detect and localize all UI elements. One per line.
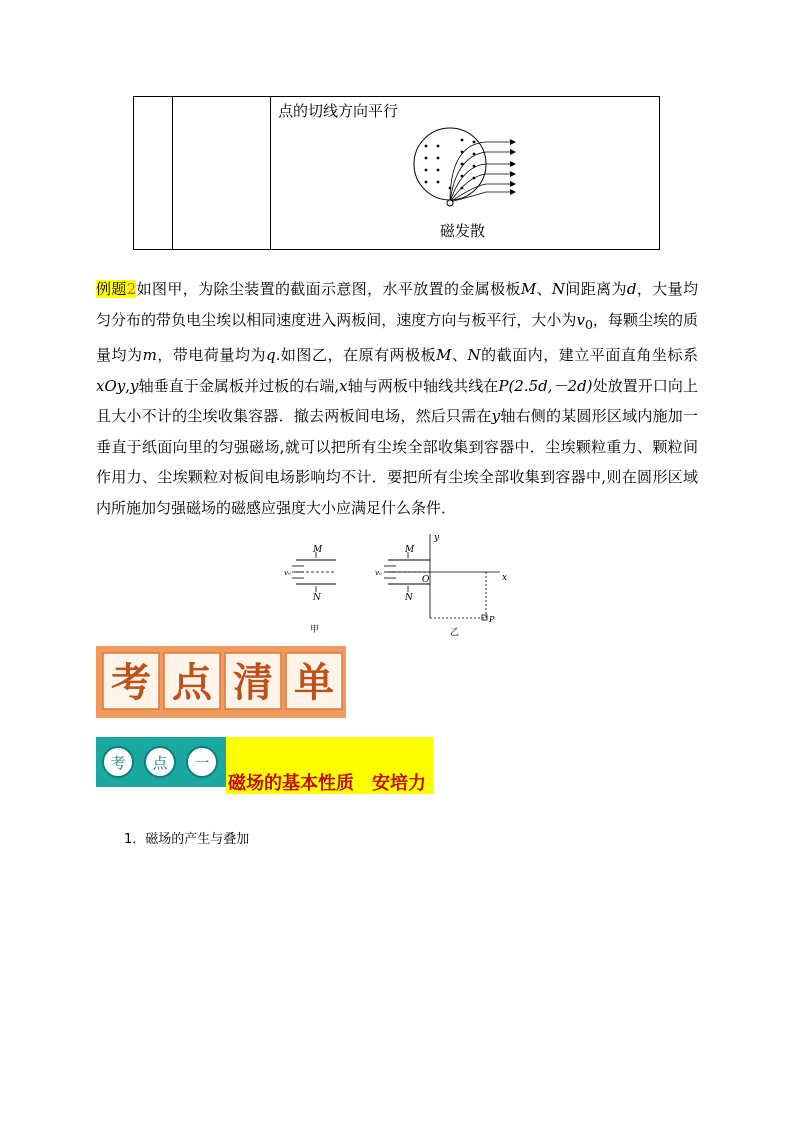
banner-char: 考 [111, 659, 151, 706]
label-x: x [502, 573, 508, 583]
example-text: 间距离为 [565, 280, 627, 298]
var-M: M [436, 346, 452, 364]
var-y: y [491, 407, 501, 425]
label-N: N [405, 593, 413, 603]
subheading: 1．磁场的产生与叠加 [124, 832, 250, 847]
var-q: q [266, 346, 276, 364]
problem-figure [270, 530, 520, 640]
example-text: 轴垂直于金属板并过板的右端, [138, 376, 340, 395]
banner-char-tile [163, 652, 221, 710]
section-title: 磁场的基本性质 安培力 [228, 773, 426, 794]
label-O: O [422, 575, 430, 585]
label-M: M [405, 545, 415, 555]
example-text: 处放置开口向上且大小不计的尘埃收集容器．撤去两板间电场，然后只需在 [96, 376, 698, 425]
var-N: N [551, 280, 566, 298]
trajectories [450, 142, 510, 202]
example-text: .如图乙，在原有两极板 [275, 346, 437, 364]
example-text: 轴右侧的某圆形区域内施加一垂直于纸面向里的匀强磁场,就可以把所有尘埃全部收集到容器中．尘埃颗粒重力、颗粒间作用力、尘埃颗粒对板间电场影响均不计．要把所有尘埃全部收集到容器中,则在圆形区域内所施加匀强磁场的磁感应强度大小应满足什么条件． [96, 407, 698, 517]
badge-char: 考 [102, 746, 134, 778]
example-text: ，大量均匀分布的带负电尘埃以相同速度进入两板间，速度方向与板平行，大小为 [96, 280, 698, 329]
example-text: ，每颗尘埃的质量均为 [96, 310, 698, 364]
label-P: P [489, 615, 495, 624]
banner-char-tile [224, 652, 282, 710]
example-number: 2 [126, 280, 137, 298]
example-text: , [125, 376, 131, 395]
label-v0: v₀ [375, 569, 382, 577]
example-paragraph [96, 274, 698, 523]
banner-char: 清 [233, 659, 273, 706]
var-x: x [339, 376, 348, 395]
var-M: M [520, 280, 537, 298]
section-badge [96, 737, 226, 787]
example-text: ，带电荷量均为 [156, 346, 266, 364]
label-v0: v₀ [284, 569, 291, 577]
key-points-banner [96, 646, 346, 718]
var-N: N [467, 346, 481, 364]
var-d: d [626, 280, 637, 298]
banner-char-tile [285, 652, 343, 710]
var-y: y [130, 376, 139, 395]
trajectory-arrowheads [510, 139, 516, 195]
var-v0: v [576, 310, 585, 329]
table-column-divider [172, 97, 173, 249]
figure-yi [375, 533, 507, 638]
badge-char: 点 [144, 746, 176, 778]
table-cell-text: 点的切线方向平行 [278, 102, 399, 120]
table-column-divider [270, 97, 271, 249]
var-m: m [142, 346, 157, 364]
example-text: 如图甲，为除尘装置的截面示意图，水平放置的金属极板 [136, 280, 521, 298]
label-M: M [313, 545, 323, 555]
var-xOy: xOy [96, 376, 126, 395]
badge-char: 一 [186, 746, 218, 778]
source-point [447, 200, 453, 206]
var-P: P(2.5d,－2d) [498, 376, 593, 395]
var-v0-subscript: 0 [584, 316, 593, 332]
example-text: 轴与两板中轴线共线在 [347, 376, 499, 395]
magnetic-divergence-diagram [410, 126, 520, 216]
banner-char: 单 [294, 659, 334, 706]
section-title-box [226, 737, 434, 794]
example-text: 、 [451, 346, 468, 364]
diagram-caption: 磁发散 [440, 222, 486, 240]
label-N: N [313, 593, 321, 603]
figure-jia [284, 545, 336, 635]
example-text: 的截面内，建立平面直角坐标系 [480, 346, 698, 364]
label-jia: 甲 [310, 625, 320, 635]
label-y: y [434, 533, 440, 543]
banner-char-tile [102, 652, 160, 710]
example-label: 例题 [96, 280, 127, 298]
label-yi: 乙 [450, 628, 460, 638]
example-text: 、 [536, 280, 552, 298]
banner-char: 点 [172, 659, 212, 706]
